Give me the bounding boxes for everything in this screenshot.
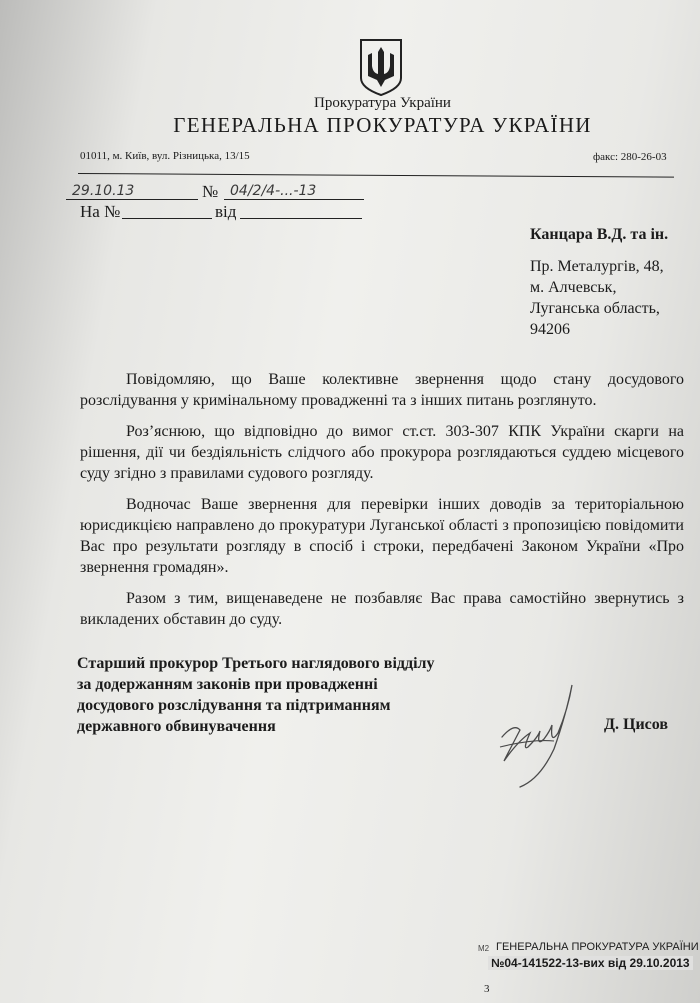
recipient-name: Канцара В.Д. та ін.: [530, 226, 669, 243]
recipient-block: [530, 224, 668, 340]
signer-title: [77, 653, 497, 737]
in-reply-blank: [122, 218, 212, 219]
signer-title-line: державного обвинувачення: [77, 718, 276, 735]
ministry-name: Прокуратура України: [314, 95, 451, 111]
recipient-address-line: 94206: [530, 321, 570, 338]
stamp-registration-number: №04-141522-13-вих від 29.10.2013: [488, 956, 693, 970]
stamp-code: M2: [478, 944, 490, 953]
office-fax: факс: 280-26-03: [593, 151, 667, 163]
body-paragraph: Роз’яснюю, що відповідно до вимог ст.ст. 303-307 КПК України скарги на рішення, дії чи бездіяльність слідчого або прокурора розглядаються суддею місцевого суду згідно з правилами судового розгляду.: [80, 423, 684, 482]
stamp-organization: ГЕНЕРАЛЬНА ПРОКУРАТУРА УКРАЇНИ: [496, 941, 699, 953]
signer-name: Д. Цисов: [604, 716, 669, 733]
registration-number: 04/2/4-...-13: [224, 183, 364, 200]
signer-title-line: Старший прокурор Третього наглядового відділу: [77, 655, 435, 672]
letterhead-divider: [78, 173, 674, 178]
body-paragraph: Водночас Ваше звернення для перевірки інших доводів за територіальною юрисдикцією направлено до прокуратури Луганської області з пропозицією повідомити Вас про результати розгляду в спосіб і строки, передбачені Законом України «Про звернення громадян».: [80, 496, 684, 576]
handwritten-signature-icon: [492, 675, 587, 790]
recipient-address-line: м. Алчевськ,: [530, 279, 617, 296]
number-label: №: [202, 182, 219, 201]
registration-stamp: [478, 940, 698, 980]
signer-title-line: досудового розслідування та підтриманням: [77, 697, 391, 714]
trident-emblem-icon: [357, 38, 405, 96]
page-number: 3: [484, 983, 490, 995]
body-paragraph: Повідомляю, що Ваше колективне звернення щодо стану досудового розслідування у кримінальному провадженні та з інших питань розглянуто.: [80, 371, 684, 409]
office-address: 01011, м. Київ, вул. Різницька, 13/15: [80, 150, 250, 162]
from-blank: [240, 218, 362, 219]
in-reply-line: [80, 200, 380, 224]
signer-title-line: за додержанням законів при провадженні: [77, 676, 378, 693]
in-reply-label: На №: [80, 202, 121, 221]
from-label: від: [215, 202, 237, 221]
recipient-address-line: Пр. Металургів, 48,: [530, 258, 664, 275]
letter-body: [80, 369, 684, 640]
body-paragraph: Разом з тим, вищенаведене не позбавляє Вас права самостійно звернутись з викладених обставин до суду.: [80, 590, 684, 628]
registration-date: 29.10.13: [66, 183, 198, 200]
office-name: ГЕНЕРАЛЬНА ПРОКУРАТУРА УКРАЇНИ: [173, 113, 592, 137]
recipient-address-line: Луганська область,: [530, 300, 660, 317]
